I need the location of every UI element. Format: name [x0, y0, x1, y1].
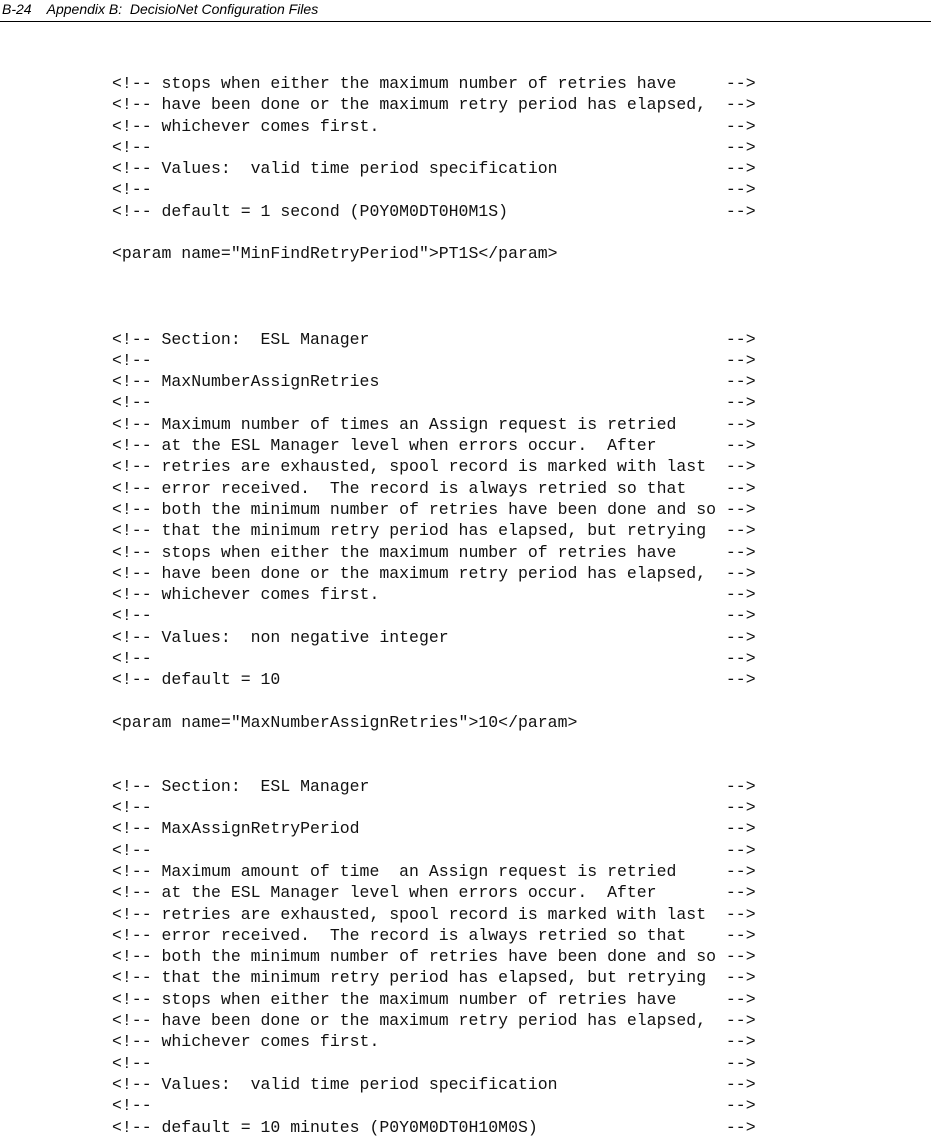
blank-line: [112, 733, 756, 754]
blank-line: [112, 755, 756, 776]
comment-line: <!-- MaxAssignRetryPeriod -->: [112, 819, 756, 839]
blank-line: [112, 307, 756, 328]
comment-line: <!-- have been done or the maximum retry period has elapsed, -->: [112, 563, 756, 583]
comment-line: <!-- at the ESL Manager level when errors occur. After -->: [112, 883, 756, 903]
param-element-line: <param name="MaxNumberAssignRetries">10</param>: [112, 712, 578, 732]
comment-line: <!-- -->: [112, 137, 756, 157]
blank-line: [112, 265, 756, 286]
comment-line: <!-- at the ESL Manager level when errors occur. After -->: [112, 436, 756, 456]
comment-line: <!-- -->: [112, 798, 756, 818]
comment-line: <!-- default = 10 minutes (P0Y0M0DT0H10M0S) -->: [112, 1117, 756, 1137]
comment-line: <!-- -->: [112, 1096, 756, 1116]
comment-line: <!-- whichever comes first. -->: [112, 585, 756, 605]
comment-line: <!-- error received. The record is always retried so that -->: [112, 478, 756, 498]
comment-line: <!-- retries are exhausted, spool record is marked with last -->: [112, 457, 756, 477]
comment-line: <!-- Section: ESL Manager -->: [112, 776, 756, 796]
comment-line: <!-- Values: non negative integer -->: [112, 627, 756, 647]
comment-line: <!-- Maximum amount of time an Assign request is retried -->: [112, 861, 756, 881]
comment-line: <!-- whichever comes first. -->: [112, 116, 756, 136]
comment-line: <!-- have been done or the maximum retry period has elapsed, -->: [112, 95, 756, 115]
comment-line: <!-- -->: [112, 180, 756, 200]
comment-line: <!-- -->: [112, 649, 756, 669]
config-code-listing: [112, 73, 756, 1138]
comment-line: <!-- -->: [112, 606, 756, 626]
blank-line: [112, 222, 756, 243]
comment-line: <!-- stops when either the maximum number of retries have -->: [112, 542, 756, 562]
comment-line: <!-- Values: valid time period specification -->: [112, 159, 756, 179]
comment-line: <!-- -->: [112, 840, 756, 860]
comment-line: <!-- default = 1 second (P0Y0M0DT0H0M1S) -->: [112, 201, 756, 221]
comment-line: <!-- that the minimum retry period has elapsed, but retrying -->: [112, 521, 756, 541]
comment-line: <!-- -->: [112, 393, 756, 413]
comment-line: <!-- Values: valid time period specification -->: [112, 1074, 756, 1094]
comment-line: <!-- whichever comes first. -->: [112, 1032, 756, 1052]
comment-line: <!-- MaxNumberAssignRetries -->: [112, 372, 756, 392]
header-text: [2, 0, 318, 18]
comment-line: <!-- Maximum number of times an Assign request is retried -->: [112, 414, 756, 434]
comment-line: <!-- stops when either the maximum number of retries have -->: [112, 989, 756, 1009]
comment-line: <!-- both the minimum number of retries have been done and so -->: [112, 499, 756, 519]
comment-line: <!-- retries are exhausted, spool record is marked with last -->: [112, 904, 756, 924]
blank-line: [112, 286, 756, 307]
chapter-title: Appendix B: DecisioNet Configuration Files: [46, 1, 319, 17]
comment-line: <!-- Section: ESL Manager -->: [112, 329, 756, 349]
comment-line: <!-- default = 10 -->: [112, 670, 756, 690]
comment-line: <!-- error received. The record is always retried so that -->: [112, 925, 756, 945]
page-header: [0, 0, 931, 22]
blank-line: [112, 691, 756, 712]
comment-line: <!-- -->: [112, 1053, 756, 1073]
comment-line: <!-- that the minimum retry period has elapsed, but retrying -->: [112, 968, 756, 988]
comment-line: <!-- have been done or the maximum retry period has elapsed, -->: [112, 1011, 756, 1031]
comment-line: <!-- -->: [112, 350, 756, 370]
page-number: B-24: [2, 1, 32, 17]
param-element-line: <param name="MinFindRetryPeriod">PT1S</param>: [112, 244, 558, 264]
comment-line: <!-- both the minimum number of retries have been done and so -->: [112, 947, 756, 967]
comment-line: <!-- stops when either the maximum number of retries have -->: [112, 74, 756, 93]
